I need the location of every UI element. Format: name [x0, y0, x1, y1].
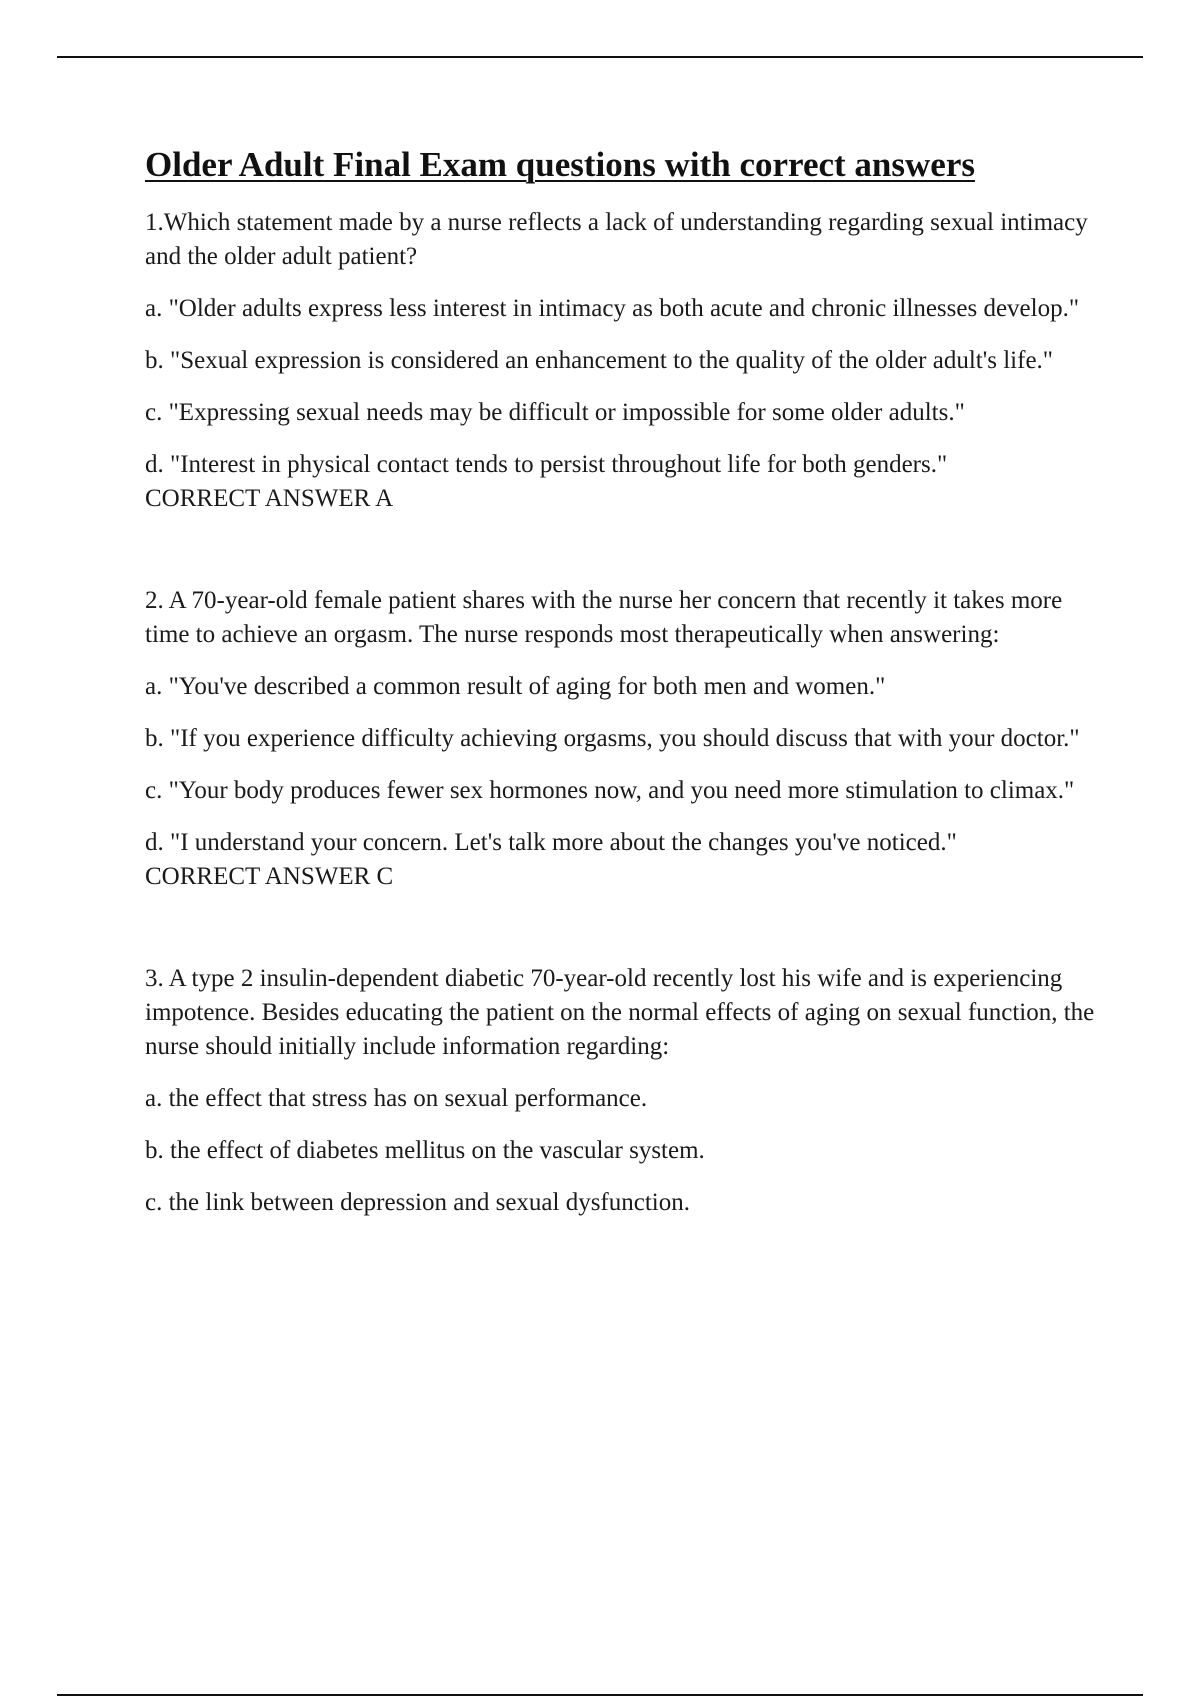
- correct-answer: CORRECT ANSWER C: [145, 863, 394, 890]
- option-text: d. "Interest in physical contact tends to persist throughout life for both genders.": [145, 451, 948, 478]
- document-title: Older Adult Final Exam questions with correct answers: [145, 145, 975, 184]
- question-2: [145, 584, 1095, 894]
- document-page: [145, 140, 1095, 1220]
- answer-option-a: a. "Older adults express less interest in intimacy as both acute and chronic illnesses develop.": [145, 295, 1080, 322]
- answer-option-d: [145, 448, 1095, 516]
- top-rule: [57, 56, 1143, 58]
- answer-option-c: c. "Expressing sexual needs may be difficult or impossible for some older adults.": [145, 399, 965, 426]
- option-text: d. "I understand your concern. Let's talk more about the changes you've noticed.": [145, 829, 957, 856]
- question-text: 3. A type 2 insulin-dependent diabetic 70-year-old recently lost his wife and is experiencing impotence. Besides educating the patient on the normal effects of aging on sexual function, the nurse should initially include information regarding:: [145, 965, 1095, 1060]
- answer-option-a: a. "You've described a common result of aging for both men and women.": [145, 673, 886, 700]
- question-1: [145, 206, 1095, 516]
- bottom-rule: [57, 1694, 1143, 1696]
- question-3: [145, 962, 1095, 1220]
- correct-answer: CORRECT ANSWER A: [145, 485, 394, 512]
- answer-option-b: b. the effect of diabetes mellitus on the vascular system.: [145, 1137, 705, 1164]
- answer-option-a: a. the effect that stress has on sexual performance.: [145, 1085, 648, 1112]
- question-text: 2. A 70-year-old female patient shares with the nurse her concern that recently it takes more time to achieve an orgasm. The nurse responds most therapeutically when answering:: [145, 587, 1063, 648]
- question-text: 1.Which statement made by a nurse reflects a lack of understanding regarding sexual intimacy and the older adult patient?: [145, 209, 1088, 270]
- answer-option-c: c. the link between depression and sexual dysfunction.: [145, 1189, 690, 1216]
- answer-option-c: c. "Your body produces fewer sex hormones now, and you need more stimulation to climax.": [145, 777, 1075, 804]
- answer-option-b: b. "If you experience difficulty achieving orgasms, you should discuss that with your doctor.": [145, 725, 1080, 752]
- answer-option-d: [145, 826, 1095, 894]
- answer-option-b: b. "Sexual expression is considered an enhancement to the quality of the older adult's life.": [145, 347, 1053, 374]
